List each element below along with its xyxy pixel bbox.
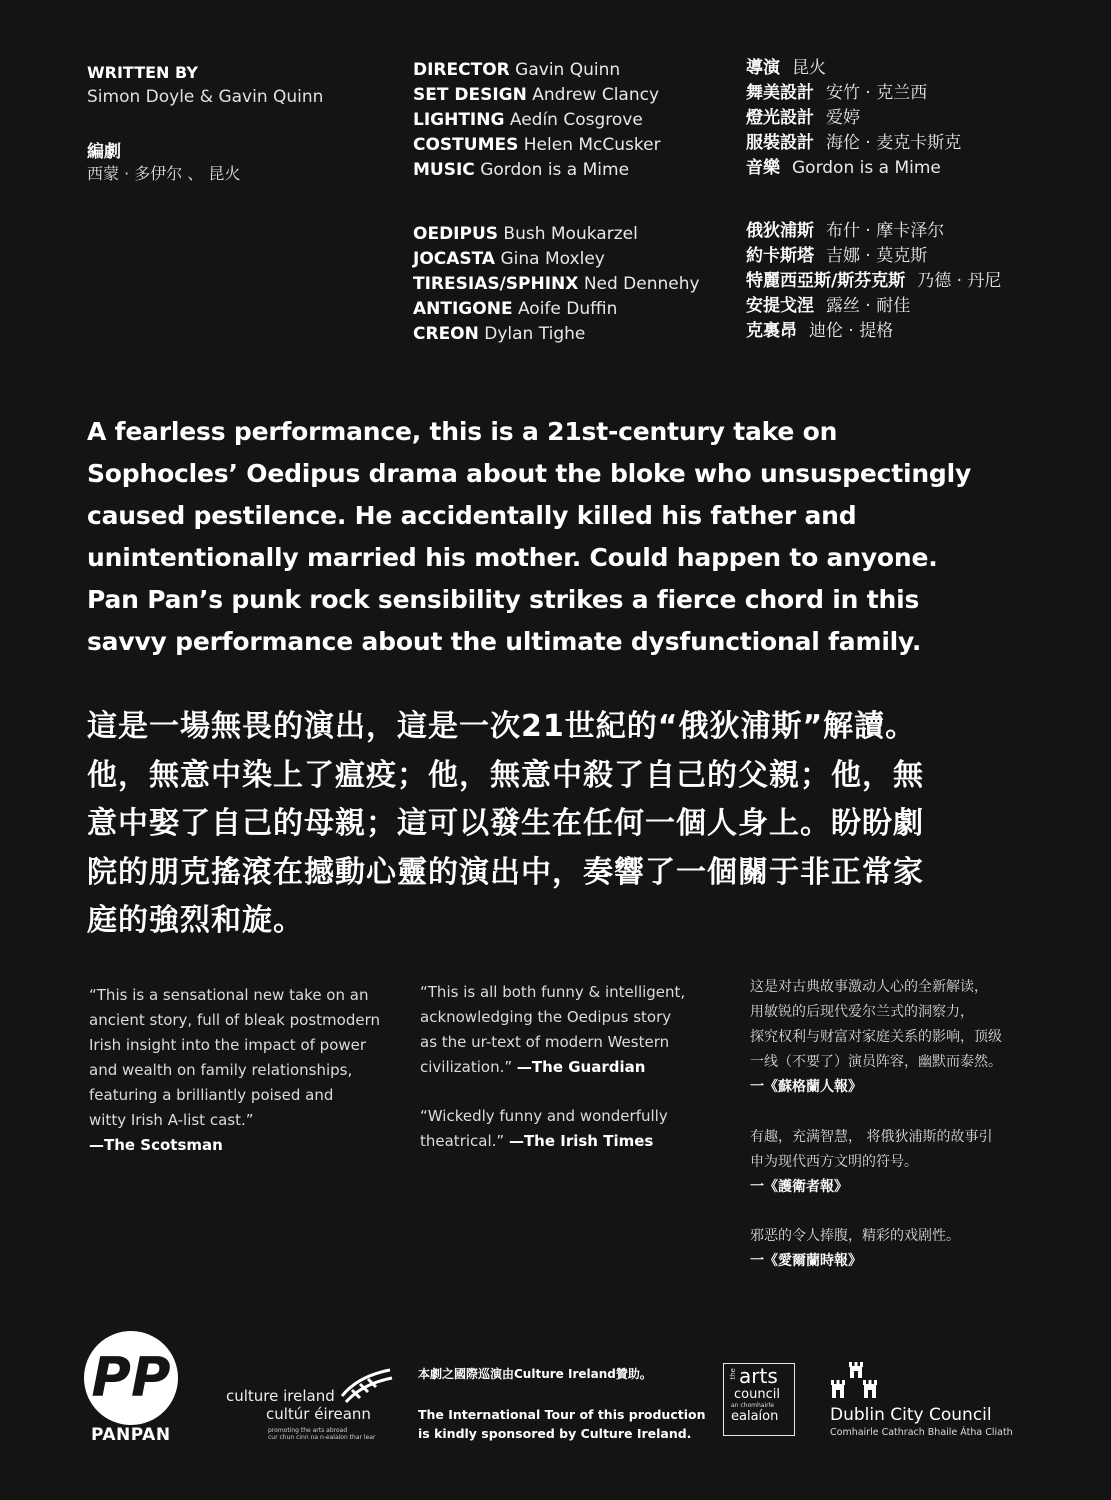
crew-name-cn: 海伦 · 麦克卡斯克	[826, 133, 962, 153]
quote-source-cn: 一《護衛者報》	[750, 1179, 848, 1195]
crew-name-cn: 昆火	[792, 58, 826, 78]
crew-name: Andrew Clancy	[532, 85, 660, 105]
sponsor-note-cn: 本劇之國際巡演由Culture Ireland贊助。	[418, 1367, 652, 1381]
cast-name-cn: 露丝 · 耐佳	[826, 296, 911, 316]
crew-item	[413, 58, 661, 83]
written-by-label: WRITTEN BY	[87, 63, 198, 82]
lead-line-cn: 意中娶了自己的母親；這可以發生在任何一個人身上。盼盼劇	[87, 806, 924, 841]
crew-role-cn: 音樂	[746, 158, 780, 178]
crew-name: Gavin Quinn	[515, 60, 621, 80]
cast-item-cn	[746, 244, 1001, 269]
crew-role-cn: 燈光設計	[746, 108, 814, 128]
arts-council-chomhairle: an chomhairle	[731, 1402, 774, 1409]
crew-name-cn: 爱婷	[826, 108, 860, 128]
cast-list-cn	[746, 219, 1001, 344]
quote-line: witty Irish A-list cast.”	[89, 1111, 254, 1129]
arts-council-ealaion: ealaíon	[731, 1409, 779, 1424]
cast-role: OEDIPUS	[413, 224, 499, 244]
crew-name-cn: Gordon is a Mime	[792, 158, 941, 178]
crew-role: COSTUMES	[413, 135, 519, 155]
quote-source: —The Guardian	[516, 1058, 646, 1076]
lead-line: Pan Pan’s punk rock sensibility strikes a fierce chord in this	[87, 585, 920, 614]
panpan-logo-icon	[83, 1330, 179, 1426]
tagline-line: promoting the arts abroad	[268, 1427, 348, 1434]
sponsor-line: The International Tour of this production	[418, 1407, 706, 1422]
sponsor-note-en	[418, 1405, 708, 1443]
cast-role-cn: 安提戈涅	[746, 296, 814, 316]
crew-role: SET DESIGN	[413, 85, 527, 105]
quote-source-cn: 一《蘇格蘭人報》	[750, 1079, 862, 1095]
cast-name-cn: 乃德 · 丹尼	[917, 271, 1002, 291]
culture-ireland-swoosh-icon	[338, 1366, 394, 1406]
culture-ireland-ga: cultúr éireann	[266, 1405, 371, 1423]
cast-role-cn: 約卡斯塔	[746, 246, 814, 266]
quote-cn-irish-times	[750, 1224, 1050, 1274]
quote-line: and wealth on family relationships,	[89, 1061, 353, 1079]
lead-line-cn: 他，無意中染上了瘟疫；他，無意中殺了自己的父親；他，無	[87, 757, 924, 793]
crew-item	[413, 158, 661, 183]
quote-line-cn: 用敏锐的后现代爱尔兰式的洞察力，	[750, 1004, 974, 1020]
quote-line-cn: 申为现代西方文明的符号。	[750, 1154, 918, 1170]
cast-item-cn	[746, 219, 1001, 244]
arts-council-the: the	[729, 1368, 737, 1380]
quote-irish-times	[420, 1104, 700, 1154]
crew-role-cn: 導演	[746, 58, 780, 78]
cast-name-cn: 迪伦 · 提格	[809, 321, 894, 341]
cast-role: ANTIGONE	[413, 299, 513, 319]
cast-item	[413, 297, 700, 322]
quote-line	[420, 1129, 700, 1154]
quote-line-cn: 一线（不要了）演员阵容，幽默而泰然。	[750, 1054, 1002, 1070]
crew-list-en	[413, 58, 661, 183]
arts-council-arts: arts	[739, 1364, 778, 1388]
quote-line-cn: 邪恶的令人捧腹，精彩的戏剧性。	[750, 1228, 960, 1244]
crew-role: DIRECTOR	[413, 60, 510, 80]
cast-name: Bush Moukarzel	[503, 224, 638, 244]
quote-line-cn: 有趣，充满智慧， 将俄狄浦斯的故事引	[750, 1129, 993, 1145]
crew-name: Helen McCusker	[523, 135, 661, 155]
quote-line: as the ur-text of modern Western	[420, 1033, 670, 1051]
lead-paragraph-cn	[87, 703, 1027, 946]
written-by-names-cn: 西蒙 · 多伊尔 、 昆火	[87, 164, 241, 183]
crew-item	[413, 83, 661, 108]
cast-name: Dylan Tighe	[484, 324, 586, 344]
crew-item-cn	[746, 81, 961, 106]
lead-paragraph-en	[87, 411, 1067, 663]
crew-list-cn	[746, 56, 961, 181]
crew-name: Gordon is a Mime	[480, 160, 630, 180]
quote-cn-scotsman	[750, 975, 1050, 1100]
quote-line: Irish insight into the impact of power	[89, 1036, 367, 1054]
cast-role: JOCASTA	[413, 249, 496, 269]
dublin-city-council-irish: Comhairle Cathrach Bhaile Átha Cliath	[830, 1427, 1013, 1438]
quote-line-text: civilization.”	[420, 1058, 513, 1076]
quote-line	[420, 1055, 700, 1080]
cast-role-cn: 俄狄浦斯	[746, 221, 814, 241]
lead-line-cn: 這是一場無畏的演出，這是一次21世紀的“俄狄浦斯”解讀。	[87, 709, 917, 744]
crew-item	[413, 108, 661, 133]
cast-name: Gina Moxley	[500, 249, 605, 269]
crew-item-cn	[746, 56, 961, 81]
cast-role: TIRESIAS/SPHINX	[413, 274, 579, 294]
lead-line-cn: 庭的強烈和旋。	[87, 903, 304, 938]
quote-line: “Wickedly funny and wonderfully	[420, 1107, 668, 1125]
cast-item-cn	[746, 269, 1001, 294]
crew-role: MUSIC	[413, 160, 475, 180]
cast-item-cn	[746, 294, 1001, 319]
crew-role: LIGHTING	[413, 110, 505, 130]
culture-ireland-en: culture ireland	[226, 1387, 335, 1405]
dublin-castles-icon	[828, 1362, 888, 1402]
quote-scotsman	[89, 983, 399, 1158]
arts-council-council: council	[734, 1387, 780, 1402]
cast-name-cn: 吉娜 · 莫克斯	[826, 246, 928, 266]
quote-source: —The Irish Times	[508, 1132, 654, 1150]
cast-name: Ned Dennehy	[583, 274, 700, 294]
crew-item-cn	[746, 156, 961, 181]
lead-line: savvy performance about the ultimate dysfunctional family.	[87, 627, 922, 656]
crew-item	[413, 133, 661, 158]
lead-line-cn: 院的朋克搖滾在撼動心靈的演出中，奏響了一個關于非正常家	[87, 854, 924, 890]
sponsor-line: is kindly sponsored by Culture Ireland.	[418, 1426, 692, 1441]
crew-name-cn: 安竹 · 克兰西	[826, 83, 928, 103]
lead-line: A fearless performance, this is a 21st-century take on	[87, 417, 838, 446]
cast-item-cn	[746, 319, 1001, 344]
quote-line-cn: 探究权利与财富对家庭关系的影响，顶级	[750, 1029, 1002, 1045]
written-by-names: Simon Doyle & Gavin Quinn	[87, 87, 324, 107]
panpan-logo-letters: PP	[91, 1346, 171, 1409]
cast-item	[413, 272, 700, 297]
quote-source-cn: 一《愛爾蘭時報》	[750, 1253, 862, 1269]
cast-role-cn: 特麗西亞斯/斯芬克斯	[746, 271, 906, 291]
cast-name-cn: 布什 · 摩卡泽尔	[826, 221, 945, 241]
crew-role-cn: 舞美設計	[746, 83, 814, 103]
crew-name: Aedín Cosgrove	[509, 110, 643, 130]
quote-line: acknowledging the Oedipus story	[420, 1008, 672, 1026]
quote-line: “This is a sensational new take on an	[89, 986, 369, 1004]
written-by-label-cn: 編劇	[87, 142, 121, 162]
lead-line: Sophocles’ Oedipus drama about the bloke who unsuspectingly	[87, 459, 972, 488]
quote-line-cn: 这是对古典故事激动人心的全新解读，	[750, 979, 988, 995]
quote-line-text: theatrical.”	[420, 1132, 505, 1150]
quote-guardian	[420, 980, 700, 1080]
culture-ireland-tagline	[268, 1427, 408, 1441]
panpan-wordmark: PANPAN	[91, 1425, 171, 1445]
cast-name: Aoife Duffin	[517, 299, 618, 319]
lead-line: unintentionally married his mother. Could happen to anyone.	[87, 543, 938, 572]
crew-item-cn	[746, 106, 961, 131]
crew-item-cn	[746, 131, 961, 156]
quote-line: “This is all both funny & intelligent,	[420, 983, 686, 1001]
quote-cn-guardian	[750, 1125, 1040, 1200]
crew-role-cn: 服裝設計	[746, 133, 814, 153]
quote-source: —The Scotsman	[89, 1136, 223, 1154]
quote-line: featuring a brilliantly poised and	[89, 1086, 334, 1104]
cast-role: CREON	[413, 324, 479, 344]
dublin-city-council-name: Dublin City Council	[830, 1405, 992, 1425]
cast-item	[413, 222, 700, 247]
cast-item	[413, 247, 700, 272]
cast-role-cn: 克裏昂	[746, 321, 797, 341]
cast-item	[413, 322, 700, 347]
quote-line: ancient story, full of bleak postmodern	[89, 1011, 380, 1029]
cast-list-en	[413, 222, 700, 347]
lead-line: caused pestilence. He accidentally killed his father and	[87, 501, 857, 530]
tagline-line: cur chun cinn na n-ealaíon thar lear	[268, 1434, 376, 1441]
